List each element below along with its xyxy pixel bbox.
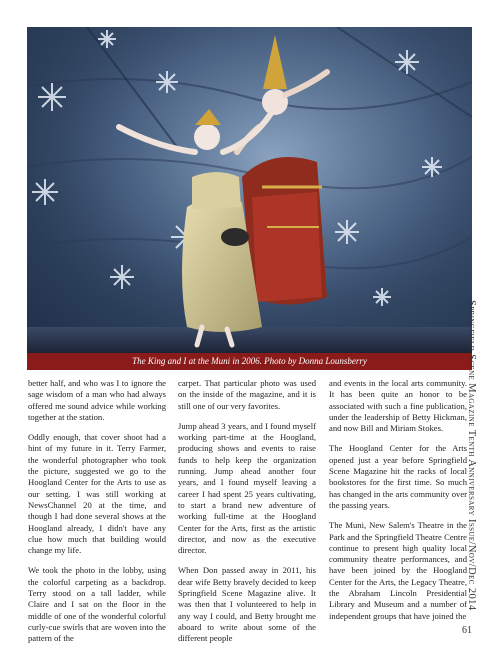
page-number: 61 bbox=[462, 625, 472, 636]
paragraph: The Hoogland Center for the Arts opened just a year before Springfield Scene Magazine hit the racks of local bookstores for the first time. So much has changed in the arts community over the passing years. bbox=[329, 443, 467, 510]
article-column-2 bbox=[178, 378, 316, 649]
paragraph: and events in the local arts community. It has been quite an honor to be associated with such a fine publication, under the leadership of Betty Hickman, and now Bill and Miriam Stokes. bbox=[329, 378, 467, 434]
article-column-1 bbox=[28, 378, 166, 649]
paragraph: Jump ahead 3 years, and I found myself working part-time at the Hoogland, producing shows and events to raise funds to help keep the organization running. Jump ahead another four years, and I found myself leaving a career I had spent 25 years cultivating, to start a brand new adventure of working full-time at the Hoogland Center for the Arts, first as the artistic director, and now as the executive director. bbox=[178, 420, 316, 556]
photo-caption: The King and I at the Muni in 2006. Photo by Donna Lounsberry bbox=[27, 353, 472, 370]
paragraph: We took the photo in the lobby, using the colorful carpeting as a backdrop. Terry stood on a tall ladder, while Claire and I sat on the floor in the middle of one of the wonderful colorful curly-cue swirls that are woven into the pattern of the bbox=[28, 565, 166, 644]
stage-scene-illustration bbox=[27, 27, 472, 353]
stage-photo bbox=[27, 27, 472, 353]
article-column-3 bbox=[329, 378, 467, 631]
paragraph: When Don passed away in 2011, his dear wife Betty bravely decided to keep Springfield Scene Magazine alive. It was then that I volunteered to help in any way I could, and Betty brought me aboard to write about some of the different people bbox=[178, 565, 316, 644]
paragraph: carpet. That particular photo was used on the inside of the magazine, and it is still one of our very favorites. bbox=[178, 378, 316, 411]
running-head: Springfield Scene Magazine Tenth Anniversary Issue/Nov/Dec 2014 bbox=[466, 300, 477, 611]
paragraph: The Muni, New Salem's Theatre in the Park and the Springfield Theatre Centre continue to present high quality local community theatre performances, and have been joined by the Hoogland Center for the Arts, the Legacy Theatre, the Abraham Lincoln Presidential Library and Museum and a number of independent groups that have joined the bbox=[329, 520, 467, 621]
paragraph: better half, and who was I to ignore the sage wisdom of a man who had always offered me sound advice while working together at the station. bbox=[28, 378, 166, 422]
paragraph: Oddly enough, that cover shoot had a hint of my future in it. Terry Farmer, the wonderful photographer who took the picture, suggested we go to the Hoogland Center for the Arts to use as our setting. I was still working at NewsChannel 20 at the time, and though I had done several shows at the Hoogland already, I didn't have any clue how much that building would change my life. bbox=[28, 432, 166, 556]
